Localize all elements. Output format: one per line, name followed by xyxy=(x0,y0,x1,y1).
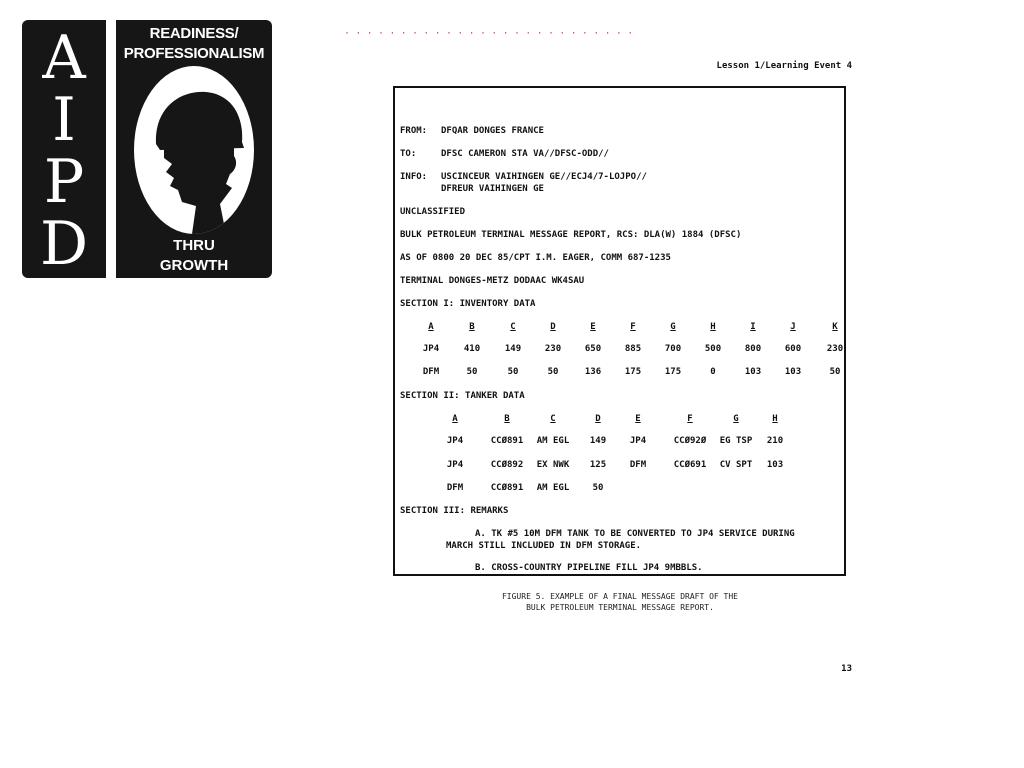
inventory-cell: 0 xyxy=(710,367,716,377)
remark-b: B. CROSS-COUNTRY PIPELINE FILL JP4 9MBBLS. xyxy=(475,563,703,573)
tanker-header-g: G xyxy=(733,414,739,424)
inventory-header-g: G xyxy=(670,322,676,332)
tanker-cell: CCØ892 xyxy=(490,460,524,470)
inventory-cell: 700 xyxy=(664,344,682,354)
inventory-header-b: B xyxy=(469,322,475,332)
inventory-header-e: E xyxy=(590,322,596,332)
aipd-logo xyxy=(22,20,272,278)
page-number: 13 xyxy=(841,664,852,674)
inventory-cell: 175 xyxy=(664,367,682,377)
tanker-cell: 210 xyxy=(766,436,784,446)
soldier-silhouette-icon xyxy=(134,66,254,234)
caption-line-1: FIGURE 5. EXAMPLE OF A FINAL MESSAGE DRAFT OF THE xyxy=(501,592,738,601)
info-label: INFO: xyxy=(400,172,428,182)
logo-letter-d: D xyxy=(39,209,89,279)
logo-letter-a: A xyxy=(42,23,86,93)
inventory-cell: 410 xyxy=(463,344,481,354)
section1-title: SECTION I: INVENTORY DATA xyxy=(400,299,536,309)
inventory-cell: 50 xyxy=(829,367,841,377)
figure-caption xyxy=(440,591,800,613)
message-report-form xyxy=(393,86,846,576)
tanker-cell: CV SPT xyxy=(719,460,753,470)
tanker-cell: DFM xyxy=(446,483,464,493)
tanker-cell: AM EGL xyxy=(536,436,570,446)
inventory-header-k: K xyxy=(832,322,838,332)
tanker-header-d: D xyxy=(595,414,601,424)
inventory-cell: JP4 xyxy=(422,344,440,354)
tanker-cell: 149 xyxy=(589,436,607,446)
inventory-cell: 885 xyxy=(624,344,642,354)
to-value: DFSC CAMERON STA VA//DFSC-ODD// xyxy=(441,149,609,159)
inventory-header-j: J xyxy=(790,322,796,332)
tanker-cell: CCØ691 xyxy=(673,460,707,470)
logo-letter-p: P xyxy=(43,147,85,217)
inventory-cell: 175 xyxy=(624,367,642,377)
inventory-cell: 103 xyxy=(784,367,802,377)
inventory-header-i: I xyxy=(750,322,756,332)
inventory-cell: 650 xyxy=(584,344,602,354)
section2-title: SECTION II: TANKER DATA xyxy=(400,391,525,401)
info-value-1: USCINCEUR VAIHINGEN GE//ECJ4/7-LOJPO// xyxy=(441,172,647,182)
inventory-cell: 149 xyxy=(504,344,522,354)
inventory-cell: 103 xyxy=(744,367,762,377)
logo-motto-bottom: THRU GROWTH xyxy=(159,237,229,274)
section3-title: SECTION III: REMARKS xyxy=(400,506,509,516)
tanker-cell: JP4 xyxy=(446,460,464,470)
inventory-cell: 230 xyxy=(544,344,562,354)
from-label: FROM: xyxy=(400,126,428,136)
logo-emblem xyxy=(116,20,272,278)
tanker-cell: AM EGL xyxy=(536,483,570,493)
from-value: DFQAR DONGES FRANCE xyxy=(441,126,544,136)
tanker-header-b: B xyxy=(504,414,510,424)
tanker-cell: CCØ891 xyxy=(490,483,524,493)
lesson-header: Lesson 1/Learning Event 4 xyxy=(716,61,852,71)
tanker-header-e: E xyxy=(635,414,641,424)
as-of-line: AS OF 0800 20 DEC 85/CPT I.M. EAGER, COMM 687-1235 xyxy=(400,253,671,263)
to-label: TO: xyxy=(400,149,417,159)
tanker-header-f: F xyxy=(687,414,693,424)
inventory-header-a: A xyxy=(428,322,434,332)
tanker-header-a: A xyxy=(452,414,458,424)
tanker-cell: JP4 xyxy=(446,436,464,446)
logo-motto-top: READINESS/ PROFESSIONALISM xyxy=(123,25,265,62)
inventory-header-f: F xyxy=(630,322,636,332)
logo-letter-i: I xyxy=(52,85,76,155)
tanker-cell: EG TSP xyxy=(719,436,753,446)
faded-url-watermark: · · · · · · · · · · · · · · · · · · · · · · · · · · xyxy=(345,27,635,37)
logo-letter-column xyxy=(22,20,106,278)
terminal-line: TERMINAL DONGES-METZ DODAAC WK4SAU xyxy=(400,276,585,286)
inventory-cell: 500 xyxy=(704,344,722,354)
inventory-cell: 50 xyxy=(466,367,478,377)
inventory-cell: 800 xyxy=(744,344,762,354)
tanker-cell: CCØ92Ø xyxy=(673,436,707,446)
inventory-cell: DFM xyxy=(422,367,440,377)
tanker-header-h: H xyxy=(772,414,778,424)
classification: UNCLASSIFIED xyxy=(400,207,466,217)
inventory-header-d: D xyxy=(550,322,556,332)
tanker-cell: CCØ891 xyxy=(490,436,524,446)
tanker-cell: 125 xyxy=(589,460,607,470)
remark-a-line2: MARCH STILL INCLUDED IN DFM STORAGE. xyxy=(446,541,642,551)
info-value-2: DFREUR VAIHINGEN GE xyxy=(441,184,544,194)
report-title: BULK PETROLEUM TERMINAL MESSAGE REPORT, RCS: DLA(W) 1884 (DFSC) xyxy=(400,230,742,240)
inventory-cell: 230 xyxy=(826,344,844,354)
inventory-cell: 50 xyxy=(507,367,519,377)
caption-line-2: BULK PETROLEUM TERMINAL MESSAGE REPORT. xyxy=(526,603,714,612)
inventory-header-c: C xyxy=(510,322,516,332)
tanker-cell: EX NWK xyxy=(536,460,570,470)
tanker-cell: JP4 xyxy=(629,436,647,446)
tanker-header-c: C xyxy=(550,414,556,424)
tanker-cell: 103 xyxy=(766,460,784,470)
inventory-header-h: H xyxy=(710,322,716,332)
tanker-cell: DFM xyxy=(629,460,647,470)
remark-a-line1: A. TK #5 10M DFM TANK TO BE CONVERTED TO JP4 SERVICE DURING xyxy=(475,529,795,539)
inventory-cell: 50 xyxy=(547,367,559,377)
inventory-cell: 600 xyxy=(784,344,802,354)
tanker-cell: 50 xyxy=(592,483,604,493)
inventory-cell: 136 xyxy=(584,367,602,377)
